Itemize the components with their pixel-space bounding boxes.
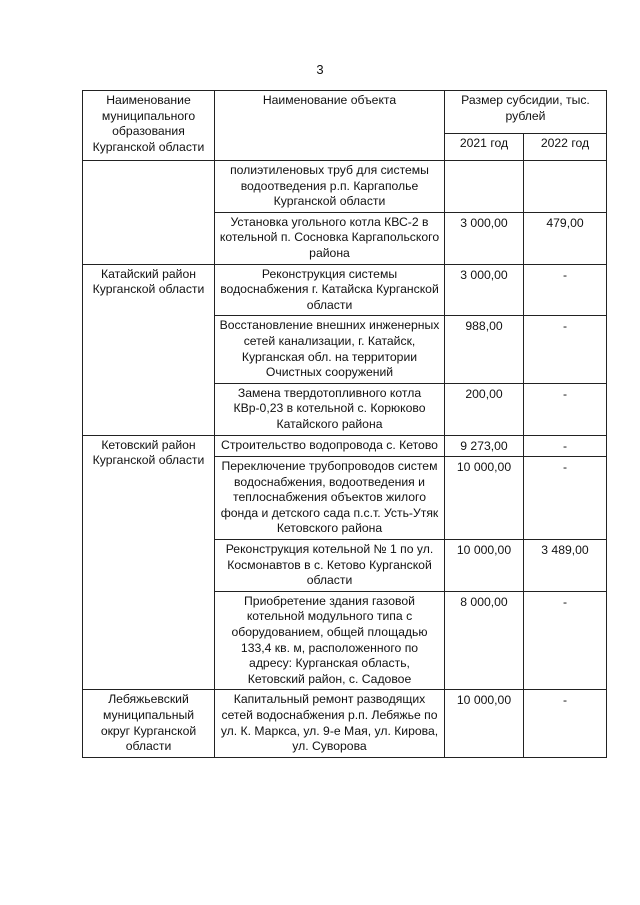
- subsidy-2021-cell: 200,00: [445, 383, 524, 435]
- subsidy-2022-cell: -: [524, 591, 607, 690]
- table-row: [83, 161, 607, 213]
- subsidy-2021-cell: 8 000,00: [445, 591, 524, 690]
- municipality-cell: Кетовский район Курганской области: [83, 435, 215, 690]
- object-cell: Реконструкция котельной № 1 по ул. Космонавтов в с. Кетово Курганской области: [215, 540, 445, 592]
- page-number: 3: [316, 62, 324, 77]
- object-cell: Восстановление внешних инженерных сетей канализации, г. Катайск, Курганская обл. на территории Очистных сооружений: [215, 316, 445, 383]
- subsidy-2022-cell: -: [524, 690, 607, 757]
- subsidy-2021-cell: 10 000,00: [445, 457, 524, 540]
- object-cell: Приобретение здания газовой котельной модульного типа с оборудованием, общей площадью 133,4 кв. м, расположенного по адресу: Курганская область, Кетовский район, с. Садовое: [215, 591, 445, 690]
- subsidy-2021-cell: 3 000,00: [445, 212, 524, 264]
- header-municipality: Наименование муниципального образования Курганской области: [83, 91, 215, 161]
- subsidy-2021-cell: 10 000,00: [445, 690, 524, 757]
- municipality-cell: Катайский район Курганской области: [83, 264, 215, 435]
- table-row: [83, 690, 607, 757]
- object-cell: Капитальный ремонт разводящих сетей водоснабжения р.п. Лебяжье по ул. К. Маркса, ул. 9-е Мая, ул. Кирова, ул. Суворова: [215, 690, 445, 757]
- table-row: [83, 264, 607, 316]
- header-year-2021: 2021 год: [445, 134, 524, 161]
- object-cell: полиэтиленовых труб для системы водоотведения р.п. Каргаполье Курганской области: [215, 161, 445, 213]
- subsidy-2022-cell: 3 489,00: [524, 540, 607, 592]
- subsidy-2022-cell: 479,00: [524, 212, 607, 264]
- subsidy-2021-cell: 988,00: [445, 316, 524, 383]
- subsidy-2022-cell: -: [524, 457, 607, 540]
- municipality-cell: Лебяжьевский муниципальный округ Курганской области: [83, 690, 215, 757]
- subsidy-2021-cell: 9 273,00: [445, 435, 524, 457]
- municipality-cell: [83, 161, 215, 265]
- subsidy-2022-cell: -: [524, 383, 607, 435]
- header-year-2022: 2022 год: [524, 134, 607, 161]
- subsidy-2022-cell: [524, 161, 607, 213]
- subsidy-2021-cell: [445, 161, 524, 213]
- object-cell: Установка угольного котла КВС-2 в котельной п. Сосновка Каргапольского района: [215, 212, 445, 264]
- subsidy-2021-cell: 10 000,00: [445, 540, 524, 592]
- object-cell: Переключение трубопроводов систем водоснабжения, водоотведения и теплоснабжения объектов жилого фонда и детского сада п.с.т. Усть-Утяк Кетовского района: [215, 457, 445, 540]
- subsidy-2022-cell: -: [524, 264, 607, 316]
- table-header-row: [83, 91, 607, 134]
- object-cell: Замена твердотопливного котла КВр-0,23 в котельной с. Корюково Катайского района: [215, 383, 445, 435]
- header-subsidy: Размер субсидии, тыс. рублей: [445, 91, 607, 134]
- subsidy-2022-cell: -: [524, 316, 607, 383]
- header-object: Наименование объекта: [215, 91, 445, 161]
- object-cell: Строительство водопровода с. Кетово: [215, 435, 445, 457]
- object-cell: Реконструкция системы водоснабжения г. Катайска Курганской области: [215, 264, 445, 316]
- subsidy-2021-cell: 3 000,00: [445, 264, 524, 316]
- subsidy-table: [82, 90, 607, 758]
- subsidy-2022-cell: -: [524, 435, 607, 457]
- table-row: [83, 435, 607, 457]
